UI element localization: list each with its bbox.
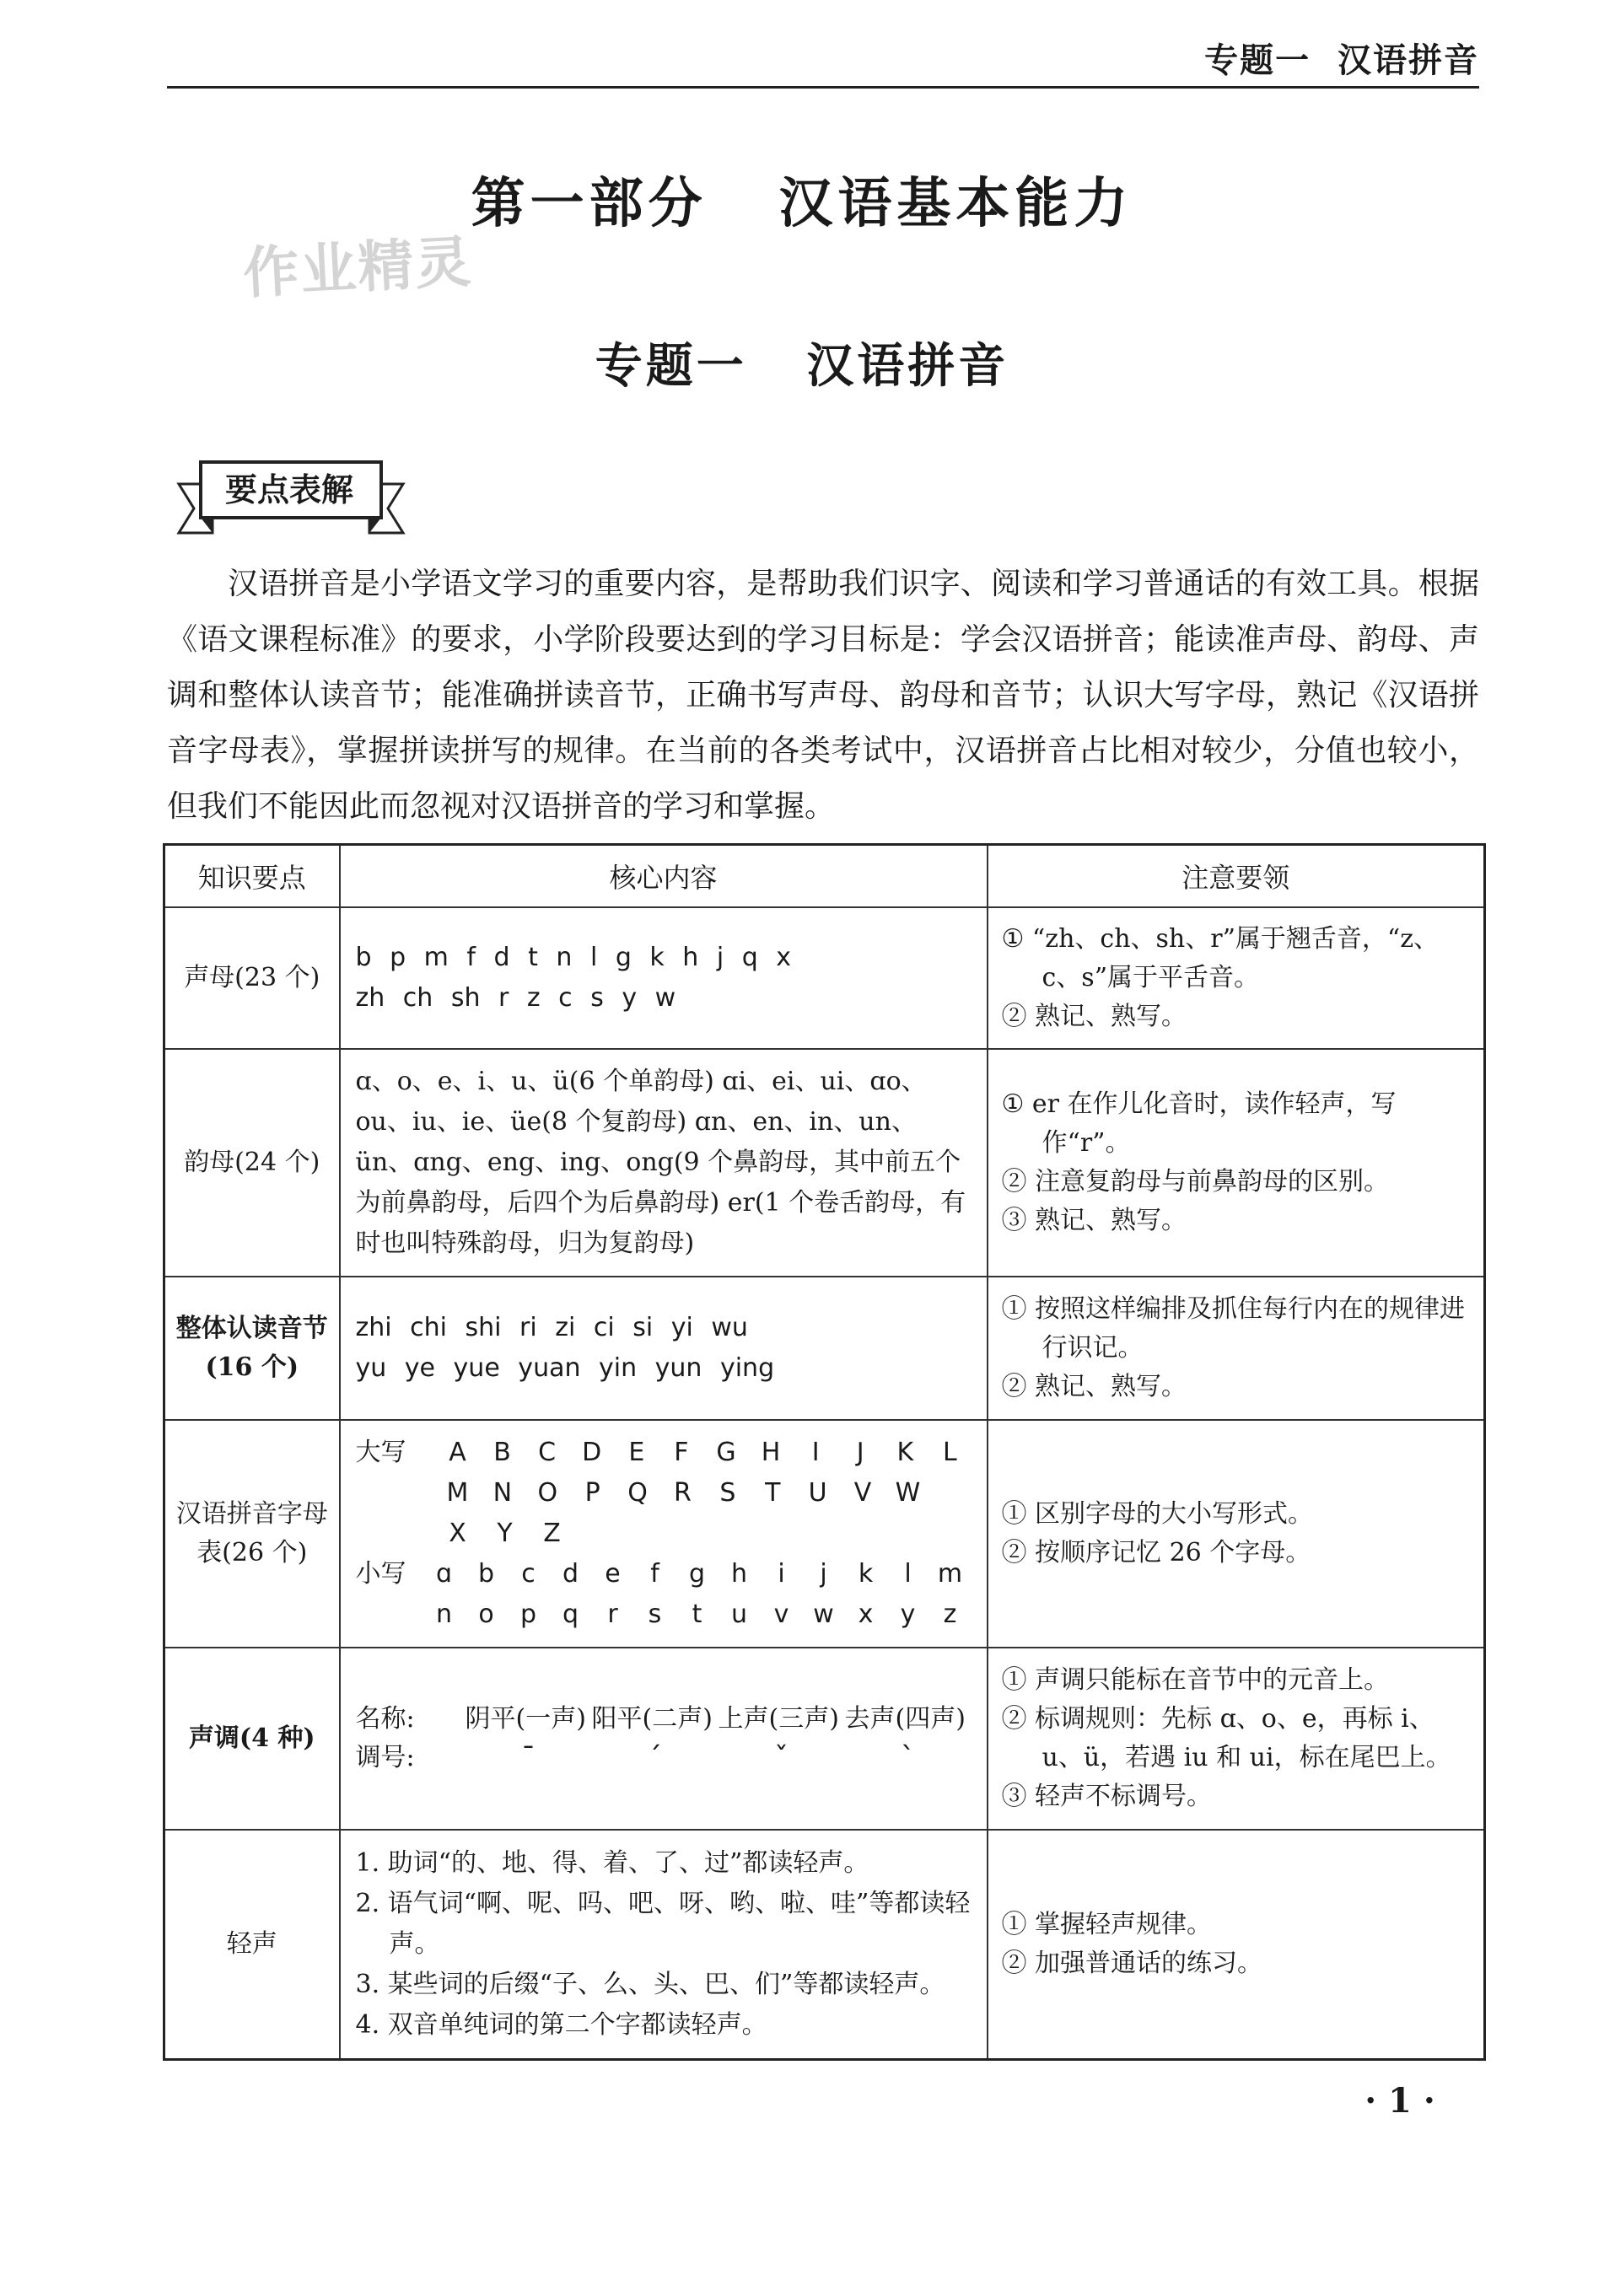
alphabet-letter: u [730, 1600, 747, 1629]
note-item: ① er 在作儿化音时，读作轻声，写作“r”。 [1001, 1089, 1397, 1158]
topic-cell: 轻声 [164, 1830, 340, 2059]
alphabet-letter: O [537, 1478, 558, 1508]
alphabet-row [356, 1473, 972, 1514]
alphabet-letter: l [904, 1559, 912, 1589]
alphabet-letter: L [943, 1438, 957, 1467]
neutral-item: 4. 双音单纯词的第二个字都读轻声。 [355, 2009, 767, 2040]
alphabet-letter: E [628, 1438, 645, 1467]
table-row-tones [164, 1648, 1485, 1830]
core-cell [340, 1648, 988, 1830]
section-badge-label: 要点表解 [224, 471, 353, 508]
alphabet-letter: k [858, 1559, 874, 1589]
alphabet-letter: I [811, 1438, 820, 1467]
note-item: ② 注意复韵母与前鼻韵母的区别。 [1001, 1167, 1390, 1196]
initials-line: zh ch sh r z c s y w [355, 983, 676, 1013]
alphabet-letter: V [853, 1478, 872, 1508]
alphabet-label: 大写 [355, 1438, 406, 1467]
initials-line: b p m f d t n l g k h j q x [355, 943, 792, 972]
tone-mark: ˊ [648, 1741, 662, 1775]
alphabet-letter: R [674, 1478, 692, 1508]
notes-cell [988, 1277, 1485, 1420]
header-title: 专题一 汉语拼音 [1204, 40, 1479, 80]
alphabet-letter: C [538, 1438, 557, 1467]
alphabet-row [356, 1514, 972, 1554]
alphabet-row [356, 1594, 972, 1635]
notes-cell [988, 1830, 1485, 2059]
table-header-row [164, 845, 1485, 908]
page-number: · 1 · [1364, 2081, 1435, 2121]
table-row-syllables [164, 1277, 1485, 1420]
alphabet-letters [437, 1433, 972, 1473]
alphabet-row [356, 1554, 972, 1594]
alphabet-letter: U [808, 1478, 827, 1508]
tone-mark: ˇ [774, 1741, 789, 1775]
alphabet-letter: p [519, 1600, 537, 1629]
alphabet-letter: c [521, 1559, 536, 1589]
topic-cell: 整体认读音节(16 个) [164, 1277, 340, 1420]
note-item: ② 按顺序记忆 26 个字母。 [1001, 1538, 1311, 1567]
alphabet-letters [437, 1473, 972, 1514]
alphabet-letter: A [449, 1438, 466, 1467]
notes-cell [988, 907, 1485, 1049]
notes-cell [988, 1648, 1485, 1830]
alphabet-row [356, 1433, 972, 1473]
note-item: ② 熟记、熟写。 [1001, 1372, 1187, 1401]
notes-cell [988, 1049, 1485, 1277]
alphabet-letter: e [605, 1559, 621, 1589]
neutral-item: 3. 某些词的后缀“子、么、头、巴、们”等都读轻声。 [355, 1969, 945, 1999]
alphabet-letter: o [478, 1600, 494, 1629]
alphabet-letter: d [562, 1559, 579, 1589]
topic-cell: 声调(4 种) [164, 1648, 340, 1830]
notes-cell [988, 1420, 1485, 1648]
alphabet-letter: f [650, 1559, 659, 1589]
note-item: ③ 轻声不标调号。 [1001, 1782, 1213, 1811]
section-badge [167, 452, 415, 545]
note-item: ② 熟记、熟写。 [1001, 1002, 1187, 1031]
note-item: ① 区别字母的大小写形式。 [1001, 1499, 1314, 1529]
key-points-table [163, 843, 1486, 2061]
topic-cell: 韵母(24 个) [164, 1049, 340, 1277]
alphabet-letter: t [692, 1600, 702, 1629]
core-cell: ɑ、o、e、i、u、ü(6 个单韵母) ɑi、ei、ui、ɑo、ou、iu、ie、üe(8 个复韵母) ɑn、en、in、un、ün、ɑng、eng、ing、ong(9 个鼻韵母，其中前五个为前鼻韵母，后四个为后鼻韵母) er(1 个卷舌韵母，有时也叫特殊韵母，归为复韵母) [340, 1049, 988, 1277]
note-item: ② 标调规则：先标 ɑ、o、e，再标 i、u、ü，若遇 iu 和 ui，标在尾巴上。 [1001, 1704, 1451, 1772]
note-item: ② 加强普通话的练习。 [1001, 1948, 1263, 1978]
table-row-initials [164, 907, 1485, 1049]
alphabet-letter: s [648, 1600, 662, 1629]
neutral-item: 2. 语气词“啊、呢、吗、吧、呀、哟、啦、哇”等都读轻声。 [355, 1888, 971, 1959]
alphabet-letter: J [856, 1438, 864, 1467]
alphabet-letter: P [584, 1478, 600, 1508]
tone-name: 阴平(一声) [465, 1704, 586, 1734]
alphabet-letter: b [477, 1559, 495, 1589]
alphabet-letter: H [761, 1438, 781, 1467]
note-item: ③ 熟记、熟写。 [1001, 1206, 1187, 1235]
alphabet-letter: m [937, 1559, 963, 1589]
alphabet-letter: Q [627, 1478, 648, 1508]
part-title: 第一部分 汉语基本能力 [471, 172, 1133, 235]
table-row-neutral [164, 1830, 1485, 2059]
alphabet-letter: F [674, 1438, 689, 1467]
tone-name: 上声(三声) [718, 1704, 839, 1734]
column-header: 核心内容 [340, 845, 988, 908]
alphabet-letters [423, 1554, 972, 1594]
alphabet-letter: D [582, 1438, 602, 1467]
alphabet-letter: i [778, 1559, 785, 1589]
tone-name: 去声(四声) [844, 1704, 966, 1734]
syllables-line: yu ye yue yuan yin yun ying [355, 1353, 775, 1383]
column-header: 注意要领 [988, 845, 1485, 908]
core-cell [340, 1420, 988, 1648]
alphabet-letter: Z [543, 1519, 561, 1548]
alphabet-letter: X [449, 1519, 466, 1548]
alphabet-letter: ɑ [435, 1559, 453, 1589]
tone-mark: ˉ [521, 1741, 536, 1775]
alphabet-letter: w [813, 1600, 834, 1629]
tone-name-label: 名称: [355, 1704, 415, 1734]
note-item: ① 按照这样编排及抓住每行内在的规律进行识记。 [1001, 1294, 1466, 1363]
alphabet-letters [437, 1514, 972, 1554]
tone-name: 阳平(二声) [591, 1704, 713, 1734]
topic-cell: 声母(23 个) [164, 907, 340, 1049]
alphabet-letter: g [688, 1559, 706, 1589]
alphabet-letter: K [896, 1438, 914, 1467]
note-item: ① 掌握轻声规律。 [1001, 1909, 1213, 1939]
alphabet-letter: Y [497, 1519, 513, 1548]
topic-title: 专题一 汉语拼音 [595, 339, 1009, 394]
note-item: ① 声调只能标在音节中的元音上。 [1001, 1665, 1390, 1695]
neutral-item: 1. 助词“的、地、得、着、了、过”都读轻声。 [355, 1847, 869, 1878]
alphabet-letter: j [820, 1559, 827, 1589]
alphabet-letter: z [943, 1600, 957, 1629]
alphabet-letter: W [895, 1478, 921, 1508]
tone-mark-label: 调号: [355, 1743, 415, 1772]
alphabet-letters [423, 1594, 972, 1635]
alphabet-letter: q [562, 1600, 579, 1629]
alphabet-label: 小写 [355, 1559, 406, 1589]
core-cell [340, 1830, 988, 2059]
core-cell [340, 907, 988, 1049]
alphabet-letter: y [900, 1600, 916, 1629]
alphabet-letter: n [435, 1600, 452, 1629]
column-header: 知识要点 [164, 845, 340, 908]
tone-mark: ˋ [901, 1741, 915, 1775]
note-item: ① “zh、ch、sh、r”属于翘舌音，“z、c、s”属于平舌音。 [1001, 924, 1440, 992]
table-row-alphabet [164, 1420, 1485, 1648]
table-row-finals [164, 1049, 1485, 1277]
core-cell [340, 1277, 988, 1420]
alphabet-letter: r [607, 1600, 618, 1629]
intro-paragraph: 汉语拼音是小学语文学习的重要内容，是帮助我们识字、阅读和学习普通话的有效工具。根据《语文课程标准》的要求，小学阶段要达到的学习目标是：学会汉语拼音；能读准声母、韵母、声调和整体认读音节；能准确拼读音节，正确书写声母、韵母和音节；认识大写字母，熟记《汉语拼音字母表》，掌握拼读拼写的规律。在当前的各类考试中，汉语拼音占比相对较少，分值也较小，但我们不能因此而忽视对汉语拼音的学习和掌握。 [167, 567, 1479, 824]
alphabet-letter: S [719, 1478, 736, 1508]
alphabet-letter: x [858, 1600, 874, 1629]
watermark: 作业精灵 [241, 229, 475, 307]
topic-cell: 汉语拼音字母表(26 个) [164, 1420, 340, 1648]
alphabet-letter: T [765, 1478, 781, 1508]
alphabet-letter: G [716, 1438, 736, 1467]
alphabet-letter: h [730, 1559, 747, 1589]
alphabet-letter: B [493, 1438, 511, 1467]
alphabet-letter: v [773, 1600, 789, 1629]
page-header [167, 29, 1479, 89]
alphabet-letter: M [446, 1478, 469, 1508]
tone-grid [356, 1700, 972, 1777]
alphabet-letter: N [493, 1478, 513, 1508]
syllables-line: zhi chi shi ri zi ci si yi wu [355, 1313, 748, 1342]
